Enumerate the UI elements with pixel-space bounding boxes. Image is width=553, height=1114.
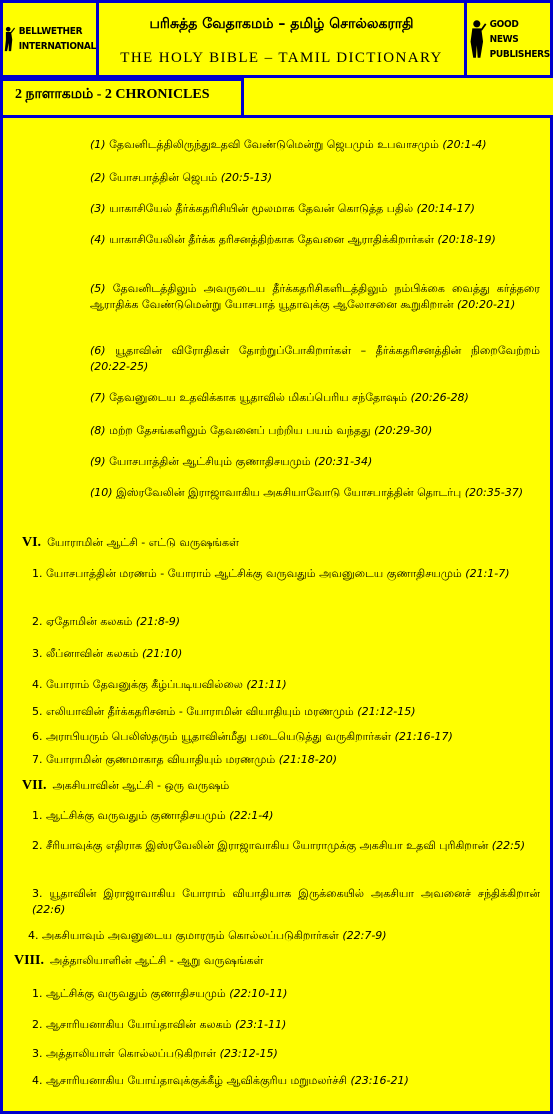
list-item: (7) தேவனுடைய உதவிக்காக யூதாவில் மிகப்பெரிய சந்தோஷம் (20:26-28): [90, 391, 469, 404]
book-subtitle: 2 நாளாகமம் - 2 CHRONICLES: [15, 87, 210, 102]
list-item: 4. யோராம் தேவனுக்கு கீழ்ப்படியவில்லை (21:11): [32, 678, 287, 691]
bellwether-logo-box: [0, 0, 99, 78]
list-item: 1. ஆட்சிக்கு வருவதும் குணாதிசயமும் (22:1-4): [32, 809, 274, 822]
list-item: 2. ஆசாரியனாகிய யோய்தாவின் கலகம் (23:1-11): [32, 1018, 287, 1031]
right-logo-line1: GOOD NEWS: [489, 18, 519, 45]
section-heading: VI. யோராமின் ஆட்சி - எட்டு வருஷங்கள்: [22, 535, 239, 550]
list-item: 2. சீரியாவுக்கு எதிராக இஸ்ரவேலின் இராஜாவாகிய யோராமுக்கு அகசியா உதவி புரிகிறான் (22:5): [32, 839, 526, 852]
list-item: 4. அகசியாவும் அவனுடைய குமாரரும் கொல்லப்படுகிறார்கள் (22:7-9): [28, 929, 387, 942]
list-item: 3. அத்தாலியாள் கொல்லப்படுகிறாள் (23:12-15): [32, 1047, 278, 1060]
right-logo-line2: PUBLISHERS: [489, 48, 550, 60]
list-item: (5) தேவனிடத்திலும் அவருடைய தீர்க்கதரிசிகளிடத்திலும் நம்பிக்கை வைத்து கர்த்தரை ஆராதிக்க வேண்டுமென்று யோசபாத் யூதாவுக்கு ஆலோசனை கூறுகிறான் (20:20-21): [90, 282, 540, 311]
title-box: [96, 0, 467, 78]
list-item: (3) யாகாசியேல் தீர்க்கதரிசியின் மூலமாக தேவன் கொடுத்த பதில் (20:14-17): [90, 202, 475, 215]
list-item: (1) தேவனிடத்திலிருந்துஉதவி வேண்டுமென்று ஜெபமும் உபவாசமும் (20:1-4): [90, 138, 487, 151]
list-item: (2) யோசபாத்தின் ஜெபம் (20:5-13): [90, 171, 272, 184]
goodnews-logo-text: [490, 17, 550, 62]
title-tamil: பரிசுத்த வேதாகமம் – தமிழ் சொல்லகராதி: [149, 16, 414, 32]
left-logo-line2: INTERNATIONAL: [18, 41, 96, 52]
list-item: (4) யாகாசியேலின் தீர்க்க தரிசனத்திற்காக தேவனை ஆராதிக்கிறார்கள் (20:18-19): [90, 233, 496, 246]
bellwether-logo-text: [19, 24, 96, 54]
list-item: 2. ஏதோமின் கலகம் (21:8-9): [32, 615, 181, 628]
bellwether-ram-icon: [3, 16, 16, 62]
list-item: (10) இஸ்ரவேலின் இராஜாவாகிய அகசியாவோடு யோசபாத்தின் தொடர்பு (20:35-37): [90, 486, 523, 499]
list-item: 3. யூதாவின் இராஜாவாகிய யோராம் வியாதியாக இருக்கையில் அகசியா அவனைச் சந்திக்கிறான் (22:6): [32, 887, 540, 916]
book-subtitle-box: [0, 78, 244, 118]
list-item: 1. யோசபாத்தின் மரணம் - யோராம் ஆட்சிக்கு வருவதும் அவனுடைய குணாதிசயமும் (21:1-7): [32, 567, 510, 580]
list-item: 6. அராபியரும் பெலிஸ்தரும் யூதாவின்மீது படையெடுத்து வருகிறார்கள் (21:16-17): [32, 730, 453, 743]
goodnews-logo-box: [464, 0, 553, 78]
list-item: 5. எலியாவின் தீர்க்கதரிசனம் - யோராமின் வியாதியும் மரணமும் (21:12-15): [32, 705, 416, 718]
list-item: 1. ஆட்சிக்கு வருவதும் குணாதிசயமும் (22:10-11): [32, 987, 288, 1000]
list-item: (9) யோசபாத்தின் ஆட்சியும் குணாதிசயமும் (20:31-34): [90, 455, 373, 468]
section-heading: VII. அகசியாவின் ஆட்சி - ஒரு வருஷம்: [22, 778, 230, 793]
title-english: THE HOLY BIBLE – TAMIL DICTIONARY: [120, 50, 443, 66]
list-item: 3. லீப்னாவின் கலகம் (21:10): [32, 647, 183, 660]
list-item: (8) மற்ற தேசங்களிலும் தேவனைப் பற்றிய பயம் வந்தது (20:29-30): [90, 424, 433, 437]
goodnews-figure-icon: [467, 16, 487, 62]
left-logo-line1: BELLWETHER: [18, 26, 83, 37]
list-item: (6) யூதாவின் விரோதிகள் தோற்றுப்போகிறார்கள் – தீர்க்கதரிசனத்தின் நிறைவேற்றம் (20:22-25): [90, 344, 540, 373]
list-item: 4. ஆசாரியனாகிய யோய்தாவுக்குக்கீழ் ஆவிக்குரிய மறுமலர்ச்சி (23:16-21): [32, 1074, 409, 1087]
list-item: 7. யோராமின் குணமாகாத வியாதியும் மரணமும் (21:18-20): [32, 753, 337, 766]
section-heading: VIII. அத்தாலியாளின் ஆட்சி - ஆறு வருஷங்கள்: [14, 953, 264, 968]
